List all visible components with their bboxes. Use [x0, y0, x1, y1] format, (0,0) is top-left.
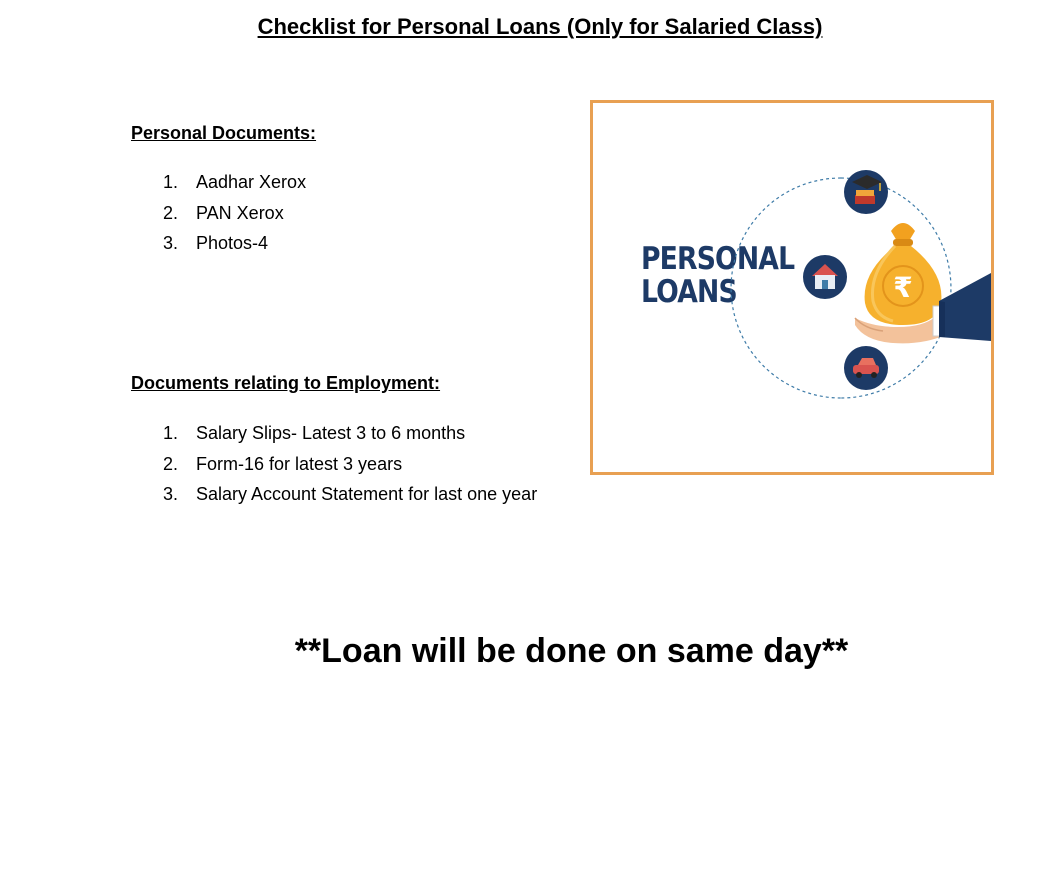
- list-item: [163, 167, 306, 198]
- list-item-number: 1.: [163, 172, 179, 192]
- list-item: [163, 449, 537, 480]
- list-item: [163, 228, 306, 259]
- list-item-text: Salary Slips- Latest 3 to 6 months: [196, 423, 466, 443]
- personal-documents-list: [163, 167, 306, 259]
- car-icon: [844, 346, 888, 390]
- list-item-number: 1.: [163, 423, 179, 443]
- list-item-text: Salary Account Statement for last one year: [196, 484, 538, 504]
- page-title: Checklist for Personal Loans (Only for Salaried Class): [257, 14, 823, 39]
- list-item-number: 2.: [163, 453, 179, 474]
- employment-documents-list: [163, 418, 537, 510]
- section-heading-personal-documents: Personal Documents:: [131, 123, 317, 143]
- list-item-text: Form-16 for latest 3 years: [196, 453, 403, 474]
- list-item-number: 3.: [163, 484, 179, 504]
- image-title-line-1: PERSONAL: [641, 241, 795, 277]
- list-item-number: 3.: [163, 233, 179, 253]
- list-item: [163, 418, 537, 449]
- rupee-symbol: ₹: [893, 271, 913, 304]
- loan-illustration: [593, 103, 991, 472]
- list-item-text: Photos-4: [196, 233, 269, 253]
- personal-loans-image: [590, 100, 994, 475]
- graduation-icon: [844, 170, 888, 214]
- image-title-line-2: LOANS: [641, 274, 737, 310]
- house-icon: [803, 255, 847, 299]
- footer-note: **Loan will be done on same day**: [294, 632, 849, 670]
- list-item-number: 2.: [163, 202, 179, 223]
- section-heading-employment-documents: Documents relating to Employment:: [131, 373, 441, 393]
- money-bag-icon: [865, 223, 942, 325]
- list-item: [163, 198, 306, 229]
- list-item: [163, 479, 537, 510]
- list-item-text: Aadhar Xerox: [196, 172, 307, 192]
- list-item-text: PAN Xerox: [196, 202, 284, 223]
